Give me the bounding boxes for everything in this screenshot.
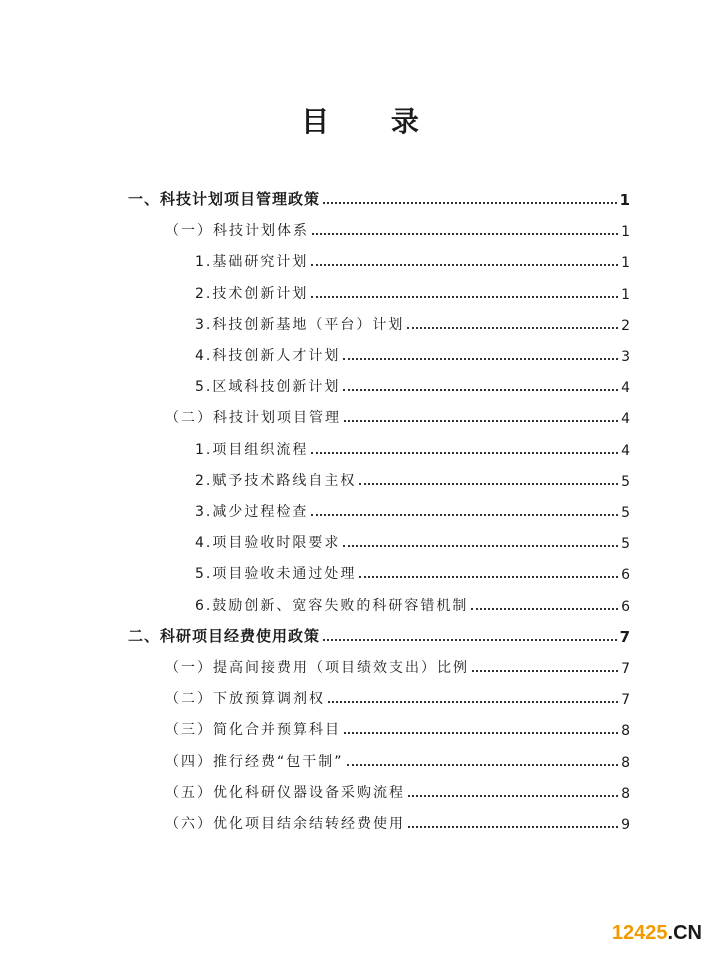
toc-leader-dots: [343, 545, 618, 547]
toc-entry-label: 6.鼓励创新、宽容失败的科研容错机制: [195, 597, 469, 614]
toc-entry[interactable]: [195, 559, 630, 583]
toc-entry[interactable]: [195, 497, 630, 521]
toc-entry-page: 7: [621, 661, 630, 677]
toc-entry[interactable]: [128, 185, 630, 209]
toc-leader-dots: [311, 296, 618, 298]
toc-entry-label: 一、科技计划项目管理政策: [128, 190, 321, 208]
toc-entry-label: 1.项目组织流程: [195, 441, 309, 458]
toc-entry-label: 二、科研项目经费使用政策: [128, 626, 321, 645]
toc-leader-dots: [311, 452, 618, 454]
toc-entry-label: （五）优化科研仪器设备采购流程: [165, 784, 405, 801]
toc-leader-dots: [408, 795, 618, 797]
toc-leader-dots: [323, 202, 617, 204]
toc-leader-dots: [343, 389, 618, 391]
toc-leader-dots: [408, 826, 618, 828]
toc-entry-label: 2.赋予技术路线自主权: [195, 472, 357, 489]
toc-entry-label: （三）简化合并预算科目: [165, 722, 341, 739]
toc-entry-page: 5: [621, 505, 630, 521]
toc-leader-dots: [343, 358, 618, 360]
toc-entry-label: （二）下放预算调剂权: [165, 691, 325, 708]
toc-entry-label: 3.科技创新基地（平台）计划: [195, 316, 405, 333]
toc-entry[interactable]: [195, 528, 630, 552]
toc-entry-page: 6: [621, 598, 630, 615]
toc-leader-dots: [359, 576, 618, 578]
toc-leader-dots: [407, 327, 618, 329]
toc-entry-page: 7: [619, 627, 630, 646]
toc-entry-label: 2.技术创新计划: [195, 285, 309, 302]
toc-entry-label: 5.区域科技创新计划: [195, 379, 341, 396]
toc-leader-dots: [323, 639, 617, 641]
toc-entry[interactable]: [165, 715, 630, 739]
toc-entry-page: 8: [621, 785, 630, 802]
toc-entry[interactable]: [128, 622, 630, 646]
toc-leader-dots: [347, 764, 619, 766]
toc-entry-label: （一）科技计划体系: [165, 223, 309, 240]
toc-leader-dots: [472, 670, 618, 672]
toc-entry-label: 1.基础研究计划: [195, 254, 309, 271]
toc-entry[interactable]: [195, 372, 630, 396]
toc-leader-dots: [312, 233, 618, 235]
toc-entry-page: 2: [621, 317, 630, 334]
toc-entry-label: （一）提高间接费用（项目绩效支出）比例: [165, 660, 469, 676]
toc-leader-dots: [328, 701, 618, 703]
toc-entry-label: 5.项目验收未通过处理: [195, 566, 357, 583]
toc-entry[interactable]: [195, 310, 630, 334]
toc-entry[interactable]: [195, 247, 630, 271]
toc-leader-dots: [311, 514, 618, 516]
toc-entry-page: 1: [621, 286, 630, 303]
toc-entry-page: 8: [621, 754, 630, 771]
toc-entry[interactable]: [195, 466, 630, 490]
toc-entry-page: 1: [619, 191, 630, 209]
watermark-logo: [612, 922, 702, 945]
toc-leader-dots: [311, 264, 618, 266]
toc-entry[interactable]: [195, 591, 630, 615]
toc-entry-page: 4: [621, 380, 630, 397]
toc-entry-label: （四）推行经费“包干制”: [165, 753, 344, 770]
toc-entry-page: 3: [621, 349, 630, 365]
toc-entry[interactable]: [195, 279, 630, 303]
toc-entry-label: （二）科技计划项目管理: [165, 410, 341, 427]
watermark-domain: .CN: [667, 922, 702, 944]
toc-entry[interactable]: [165, 653, 630, 677]
toc-leader-dots: [359, 483, 618, 485]
toc-entry[interactable]: [165, 403, 630, 427]
toc-leader-dots: [344, 420, 618, 422]
toc-entry-page: 1: [621, 255, 630, 272]
toc-entry-page: 6: [621, 567, 630, 584]
toc-entry[interactable]: [165, 809, 630, 833]
toc-entry[interactable]: [165, 747, 630, 771]
toc-entry[interactable]: [195, 341, 630, 365]
toc-entry-page: 4: [621, 411, 630, 428]
toc-entry-label: 4.项目验收时限要求: [195, 535, 341, 552]
toc-leader-dots: [344, 732, 618, 734]
watermark-number: 12425: [611, 922, 668, 944]
toc-entry-label: 4.科技创新人才计划: [195, 348, 341, 364]
page-title: 目 录: [301, 105, 445, 138]
toc-entry-page: 5: [621, 473, 630, 490]
toc-entry[interactable]: [165, 684, 630, 708]
toc-entry-page: 7: [621, 692, 630, 709]
toc-entry-page: 4: [621, 442, 630, 459]
toc-entry[interactable]: [165, 778, 630, 802]
toc-entry-page: 5: [621, 536, 630, 553]
toc-entry-page: 1: [621, 224, 630, 241]
toc-entry-label: 3.减少过程检查: [195, 504, 309, 520]
toc-entry-page: 9: [621, 817, 630, 833]
toc-entry-page: 8: [621, 723, 630, 740]
toc-entry[interactable]: [165, 216, 630, 240]
toc-entry-label: （六）优化项目结余结转经费使用: [165, 816, 405, 832]
toc-leader-dots: [471, 608, 618, 610]
toc-entry[interactable]: [195, 435, 630, 459]
